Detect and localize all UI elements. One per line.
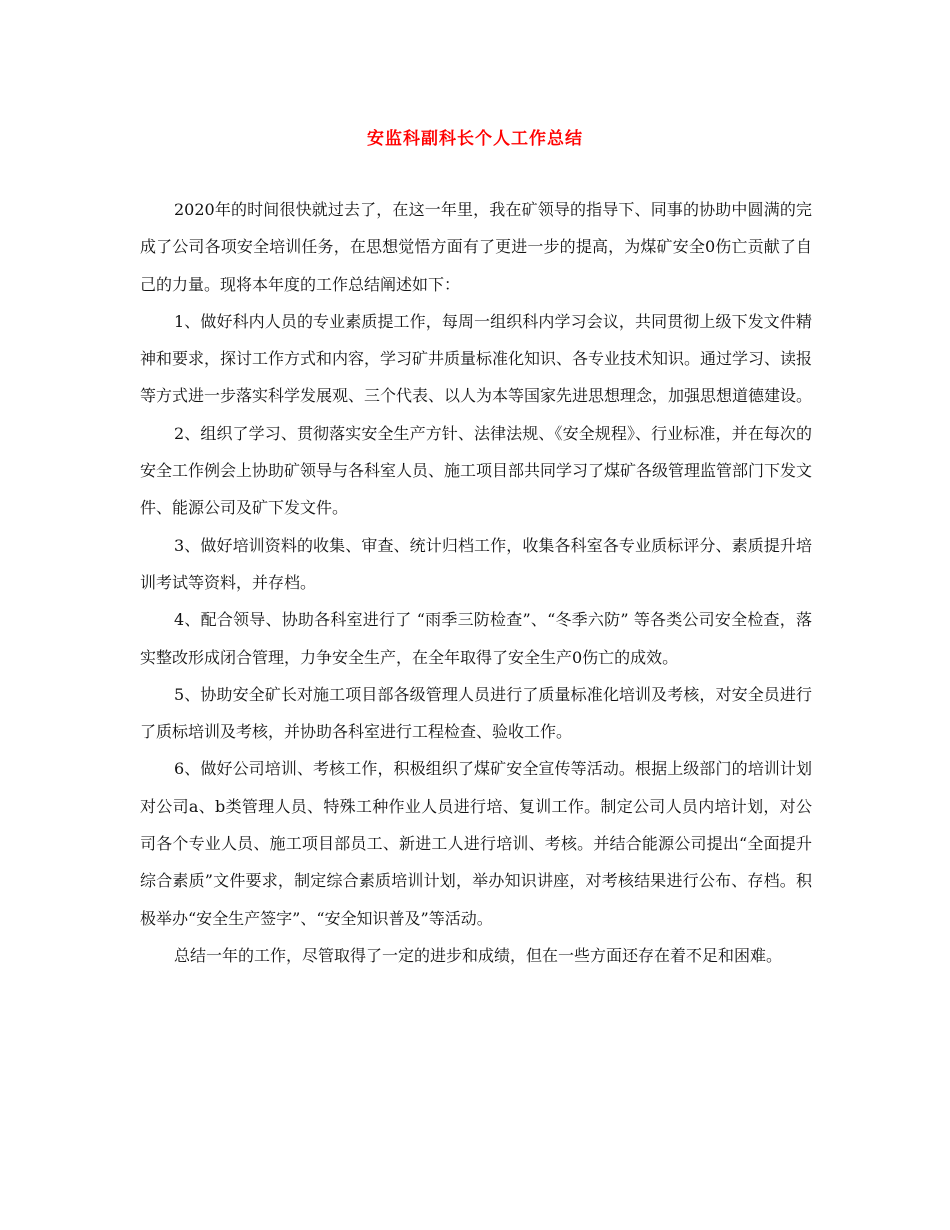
paragraph-item-2: 2、组织了学习、贯彻落实安全生产方针、法律法规、《安全规程》、行业标准，并在每次的安全工作例会上协助矿领导与各科室人员、施工项目部共同学习了煤矿各级管理监管部门下发文件、能源公司及矿下发文件。	[140, 423, 813, 518]
paragraph-item-4: 4、配合领导、协助各科室进行了 “雨季三防检查”、“冬季六防” 等各类公司安全检查，落实整改形成闭合管理，力争安全生产，在全年取得了安全生产0伤亡的成效。	[140, 610, 812, 667]
paragraph-item-6: 6、做好公司培训、考核工作，积极组织了煤矿安全宣传等活动。根据上级部门的培训计划对公司a、b类管理人员、特殊工种作业人员进行培、复训工作。制定公司人员内培计划，对公司各个专业人员、施工项目部员工、新进工人进行培训、考核。并结合能源公司提出“全面提升综合素质”文件要求，制定综合素质培训计划，举办知识讲座，对考核结果进行公布、存档。积极举办“安全生产签字”、“安全知识普及”等活动。	[140, 759, 812, 928]
paragraph-item-5: 5、协助安全矿长对施工项目部各级管理人员进行了质量标准化培训及考核，对安全员进行了质标培训及考核，并协助各科室进行工程检查、验收工作。	[140, 684, 812, 742]
paragraph-intro: 2020年的时间很快就过去了，在这一年里，我在矿领导的指导下、同事的协助中圆满的完成了公司各项安全培训任务，在思想觉悟方面有了更进一步的提高，为煤矿安全0伤亡贡献了自己的力量。现将本年度的工作总结阐述如下：	[140, 200, 812, 294]
document-title: 安监科副科长个人工作总结	[367, 129, 583, 149]
document-body	[140, 191, 812, 974]
paragraph-conclusion: 总结一年的工作，尽管取得了一定的进步和成绩，但在一些方面还存在着不足和困难。	[174, 945, 783, 965]
paragraph-item-1: 1、做好科内人员的专业素质提工作，每周一组织科内学习会议，共同贯彻上级下发文件精神和要求，探讨工作方式和内容，学习矿井质量标准化知识、各专业技术知识。通过学习、读报等方式进一步落实科学发展观、三个代表、以人为本等国家先进思想理念，加强思想道德建设。	[140, 311, 813, 406]
paragraph-item-3: 3、做好培训资料的收集、审查、统计归档工作，收集各科室各专业质标评分、素质提升培训考试等资料，并存档。	[140, 535, 812, 592]
